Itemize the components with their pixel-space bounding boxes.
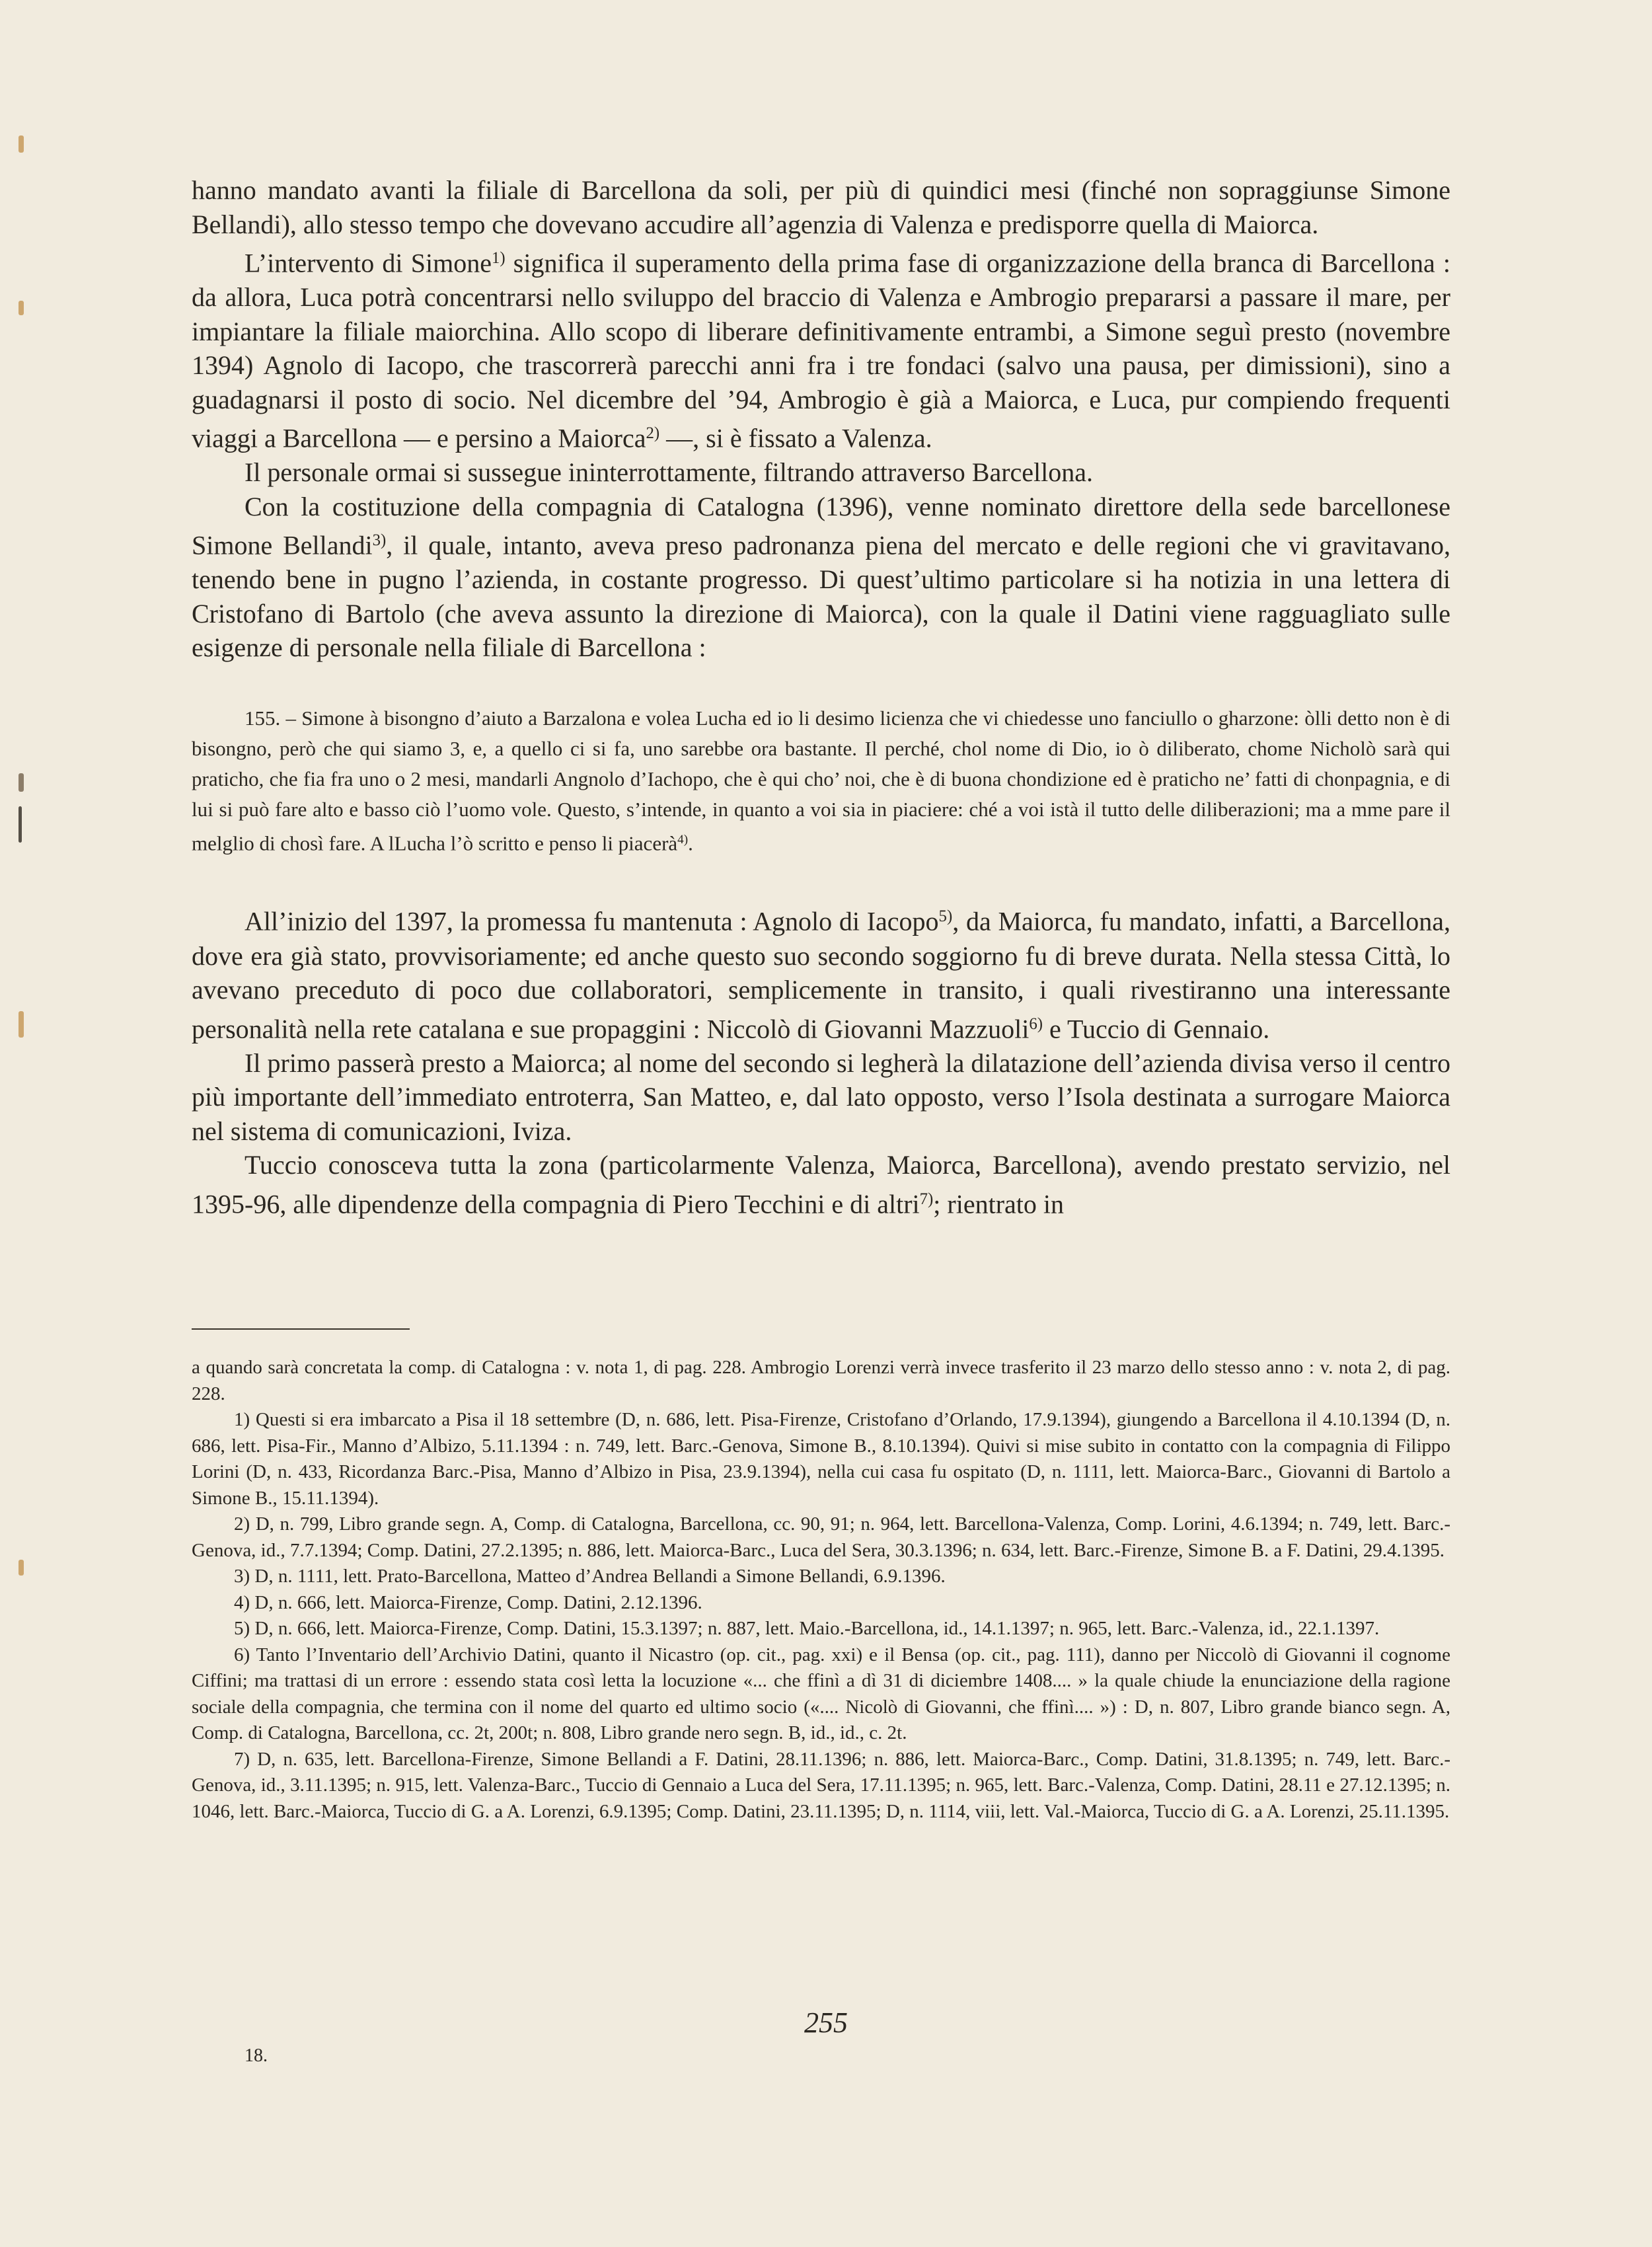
paragraph-text: All’inizio del 1397, la promessa fu mantenuta : Agnolo di Iacopo — [244, 907, 939, 937]
footnote-1: 1) Questi si era imbarcato a Pisa il 18 settembre (D, n. 686, lett. Pisa-Firenze, Cristofano d’Orlando, 17.9.1394), giungendo a Barcellona il 4.10.1394 (D, n. 686, lett. Pisa-Fir., Manno d’Albizo, 5.11.1394 : n. 749, lett. Barc.-Genova, Simone B., 8.10.1394). Quivi si mise subito in contatto con la compagnia di Filippo Lorini (D, n. 433, Ricordanza Barc.-Pisa, Manno d’Albizo in Pisa, 23.9.1394), nella cui casa fu ospitato (D, n. 1111, lett. Maiorca-Barc., Giovanni di Bartolo a Simone B., 15.11.1394). — [192, 1409, 1450, 1509]
paragraph — [192, 1148, 1450, 1221]
paragraph-text: , da Maiorca, fu mandato, infatti, a Barcellona, dove era già stato, provvisoriamente; ed anche questo suo secondo soggiorno fu di breve durata. Nella stessa Città, lo avevano preceduto di poco due collaboratori, semplicemente in transito, i quali rivestiranno una interessante personalità nella rete catalana e sue propaggini : Niccolò di Giovanni Mazzuoli — [192, 907, 1451, 1044]
paragraph — [192, 899, 1450, 1046]
binding-mark — [19, 806, 22, 843]
paragraph-text: hanno mandato avanti la filiale di Barcellona da soli, per più di quindici mesi (finché non sopraggiunse Simone Bellandi), allo stesso tempo che dovevano accudire all’agenzia di Valenza e predisporre quella di Maiorca. — [192, 175, 1450, 239]
footnote-ref: 7) — [919, 1190, 934, 1208]
footnote-ref: 3) — [372, 531, 387, 550]
quote-text: . — [688, 831, 693, 855]
paragraph-text: ; rientrato in — [933, 1189, 1065, 1219]
paragraph-text: significa il superamento della prima fase di organizzazione della branca di Barcellona : da allora, Luca potrà concentrarsi nello sviluppo del braccio di Valenza e Ambrogio prepararsi a passare il mare, per impiantare la filiale maiorchina. Allo scopo di liberare definitivamente entrambi, a Simone seguì presto (novembre 1394) Agnolo di Iacopo, che trascorrerà parecchi anni fra i tre fondaci (salvo una pausa, per dimissioni), sino a guadagnarsi il posto di socio. Nel dicembre del ’94, Ambrogio è già a Maiorca, e Luca, pur compiendo frequenti viaggi a Barcellona — e persino a Maiorca — [192, 248, 1451, 453]
footnote-7: 7) D, n. 635, lett. Barcellona-Firenze, Simone Bellandi a F. Datini, 28.11.1396; n. 886, lett. Maiorca-Barc., Comp. Datini, 31.8.1395; n. 749, lett. Barc.-Genova, id., 3.11.1395; n. 915, lett. Valenza-Barc., Tuccio di Gennaio a Luca del Sera, 17.11.1395; n. 965, lett. Barc.-Valenza, Comp. Datini, 28.11 e 27.12.1395; n. 1046, lett. Barc.-Maiorca, Tuccio di G. a A. Lorenzi, 6.9.1395; Comp. Datini, 23.11.1395; D, n. 1114, viii, lett. Val.-Maiorca, Tuccio di G. a A. Lorenzi, 25.11.1395. — [192, 1748, 1450, 1822]
signature-mark: 18. — [244, 2045, 268, 2066]
binding-mark — [19, 301, 24, 315]
footnote-ref: 5) — [938, 907, 953, 926]
footnote-ref: 6) — [1029, 1014, 1043, 1033]
binding-mark — [19, 1011, 24, 1038]
paragraph-text: L’intervento di Simone — [244, 248, 492, 278]
footnote-4: 4) D, n. 666, lett. Maiorca-Firenze, Comp. Datini, 2.12.1396. — [234, 1591, 702, 1613]
footnotes — [192, 1355, 1450, 1825]
footnote-3: 3) D, n. 1111, lett. Prato-Barcellona, Matteo d’Andrea Bellandi a Simone Bellandi, 6.9.1396. — [234, 1566, 946, 1587]
footnote-rule — [192, 1328, 410, 1330]
footnote-5: 5) D, n. 666, lett. Maiorca-Firenze, Comp. Datini, 15.3.1397; n. 887, lett. Maio.-Barcellona, id., 14.1.1397; n. 965, lett. Barc.-Valenza, id., 22.1.1397. — [234, 1618, 1380, 1639]
paragraph — [192, 173, 1450, 241]
paragraph-text: —, si è fissato a Valenza. — [659, 423, 932, 453]
paragraph — [192, 455, 1450, 490]
paragraph-text: e Tuccio di Gennaio. — [1042, 1014, 1270, 1044]
binding-mark — [19, 773, 24, 792]
paragraph-text: , il quale, intanto, aveva preso padronanza piena del mercato e delle regioni che vi gravitavano, tenendo bene in pugno l’azienda, in costante progresso. Di quest’ultimo particolare si ha notizia in una lettera di Cristofano di Bartolo (che aveva assunto la direzione di Maiorca), con la quale il Datini viene ragguagliato sulle esigenze di personale nella filiale di Barcellona : — [192, 530, 1450, 663]
footnote-ref: 4) — [677, 832, 689, 847]
page-number: 255 — [804, 2006, 848, 2039]
paragraph-text: Il personale ormai si sussegue ininterrottamente, filtrando attraverso Barcellona. — [244, 457, 1094, 488]
footnote-6: 6) Tanto l’Inventario dell’Archivio Datini, quanto il Nicastro (op. cit., pag. xxi) e il Bensa (op. cit., pag. 111), danno per Niccolò di Giovanni il cognome Ciffini; ma trattasi di un errore : essendo stata così letta la locuzione «... che ffinì a dì 31 di diciembre 1408.... » la quale chiude la enunciazione della ragione sociale della compagnia, che termina con il nome del quarto ed ultimo socio («.... Nicolò di Giovanni, che ffinì.... ») : D, n. 807, Libro grande bianco segn. A, Comp. di Catalogna, Barcellona, cc. 2t, 200t; n. 808, Libro grande nero segn. B, id., id., c. 2t. — [192, 1644, 1450, 1743]
footnote-continuation: a quando sarà concretata la comp. di Catalogna : v. nota 1, di pag. 228. Ambrogio Lorenzi verrà invece trasferito il 23 marzo dello stesso anno : v. nota 2, di pag. 228. — [192, 1357, 1450, 1404]
binding-mark — [19, 135, 24, 153]
main-text — [192, 173, 1450, 1221]
quote-text: 155. – Simone à bisongno d’aiuto a Barzalona e volea Lucha ed io li desimo licienza che vi chiedesse uno fanciullo o gharzone: òlli detto non è di bisongno, però che qui siamo 3, e, a quello ci si fa, uno sarebbe ora bastante. Il perché, chol nome di Dio, io ò diliberato, chome Nicholò sarà qui praticho, che fia fra uno o 2 mesi, mandarli Angnolo d’Iachopo, che è qui cho’ noi, che è di buona chondizione ed è praticho ne’ fatti di chonpagnia, e di lui si può fare alto e basso ciò l’uomo vole. Questo, s’intende, in quanto a voi sia in piaciere: ché a voi istà il tutto delle diliberazioni; ma a mme pare il melglio di chosì fare. A lLucha l’ò scritto e penso li piacerà — [192, 706, 1450, 855]
paragraph-text: Tuccio conosceva tutta la zona (particolarmente Valenza, Maiorca, Barcellona), avendo prestato servizio, nel 1395-96, alle dipendenze della compagnia di Piero Tecchini e di altri — [192, 1150, 1450, 1219]
footnote-ref: 1) — [491, 249, 506, 267]
paragraph — [192, 1046, 1450, 1149]
paragraph-text: Il primo passerà presto a Maiorca; al nome del secondo si legherà la dilatazione dell’azienda divisa verso il centro più importante dell’immediato entroterra, San Matteo, e, dal lato opposto, verso l’Isola destinata a surrogare Maiorca nel sistema di comunicazioni, Iviza. — [192, 1047, 1450, 1146]
block-quote — [192, 703, 1450, 859]
footnote-ref: 2) — [646, 424, 660, 443]
paragraph — [192, 490, 1450, 665]
footnote-2: 2) D, n. 799, Libro grande segn. A, Comp. di Catalogna, Barcellona, cc. 90, 91; n. 964, lett. Barcellona-Valenza, Comp. Lorini, 4.6.1394; n. 749, lett. Barc.-Genova, id., 7.7.1394; Comp. Datini, 27.2.1395; n. 886, lett. Maiorca-Barc., Luca del Sera, 30.3.1396; n. 634, lett. Barc.-Firenze, Simone B. a F. Datini, 29.4.1395. — [192, 1513, 1450, 1561]
paragraph — [192, 241, 1450, 455]
binding-mark — [19, 1560, 24, 1576]
paragraph-text: Con la costituzione della compagnia di Catalogna (1396), venne nominato direttore della sede barcellonese Simone Bellandi — [192, 491, 1450, 560]
quote-paragraph — [192, 703, 1450, 859]
